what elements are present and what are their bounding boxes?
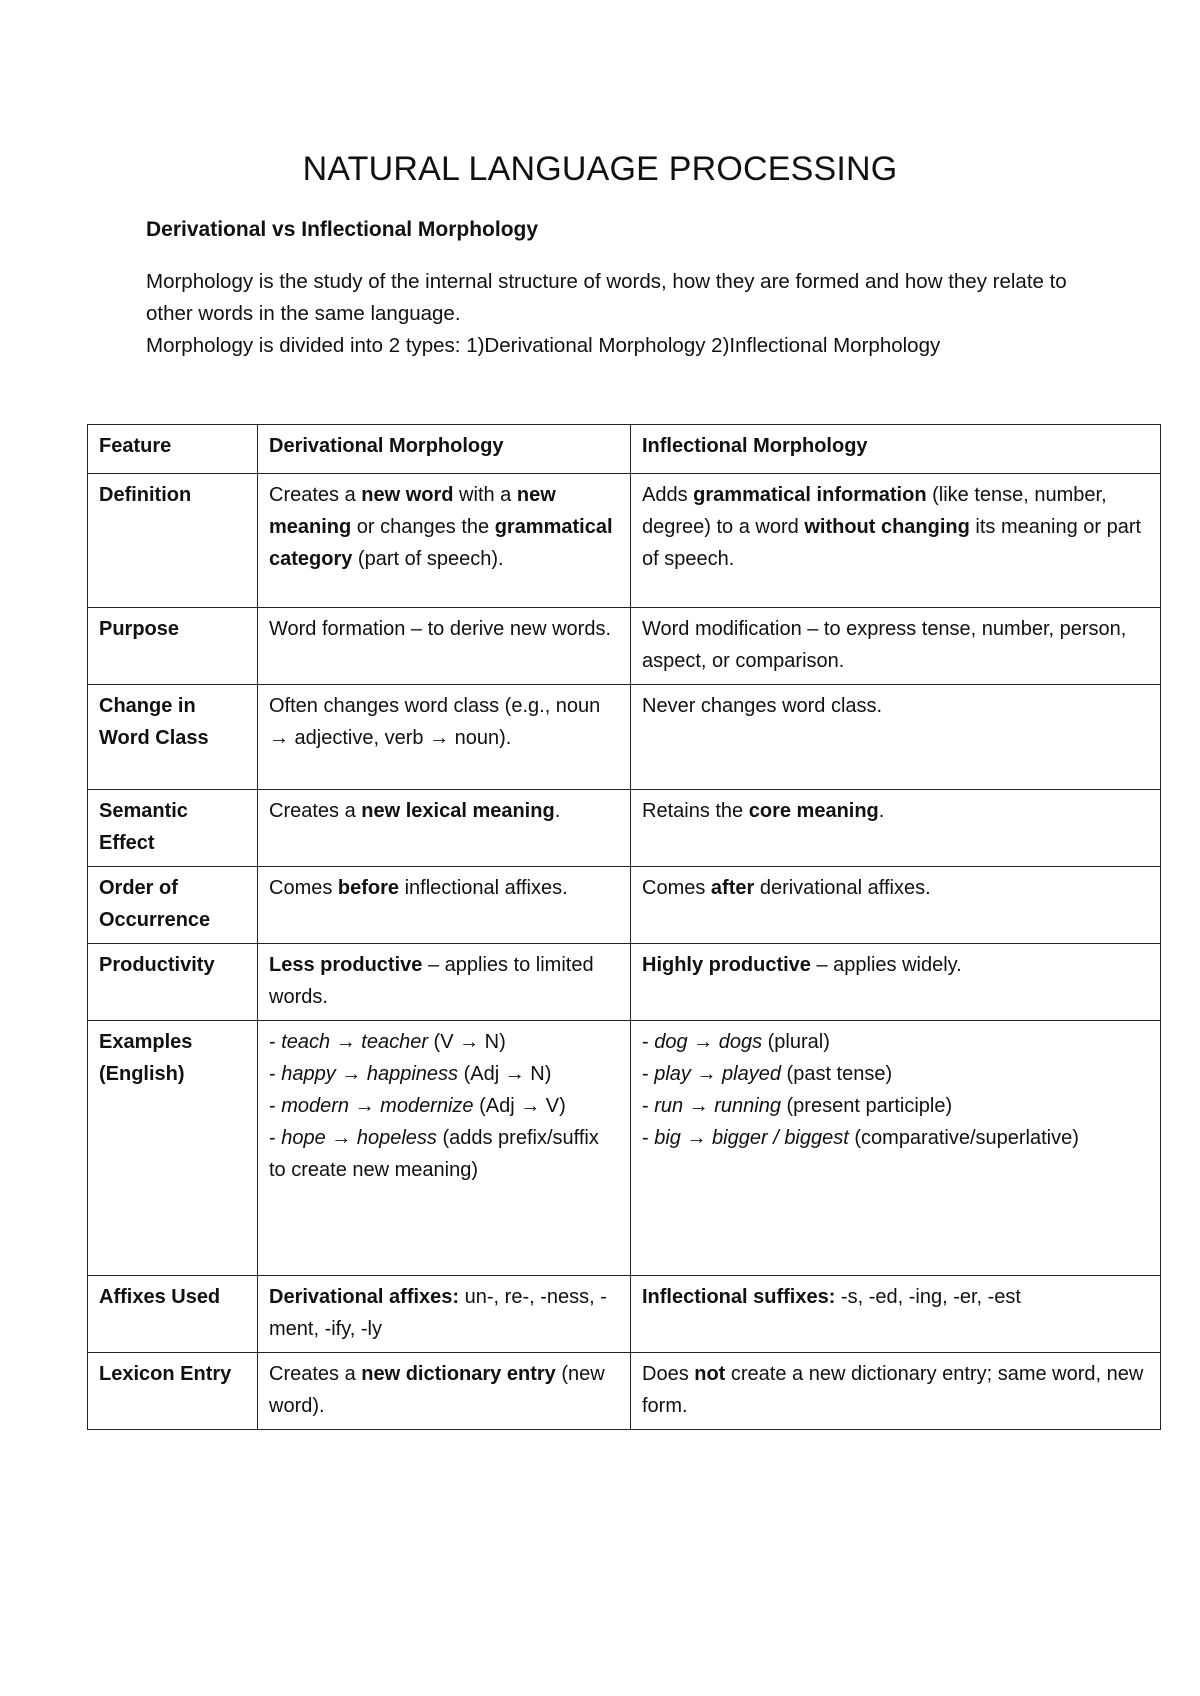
text-run: - bbox=[269, 1063, 282, 1085]
text-run: → bbox=[687, 1031, 719, 1053]
derivational-cell bbox=[258, 685, 631, 790]
text-run: Word formation – to derive new words. bbox=[269, 618, 612, 640]
inflectional-cell bbox=[631, 1353, 1161, 1430]
text-run: Never changes word class. bbox=[642, 695, 883, 717]
example-line bbox=[642, 1122, 1149, 1154]
italic-text: hopeless bbox=[356, 1127, 437, 1149]
feature-cell: Examples (English) bbox=[88, 1021, 258, 1276]
table-row bbox=[88, 474, 1161, 608]
text-run: inflectional affixes. bbox=[399, 877, 568, 899]
italic-text: teach bbox=[281, 1031, 331, 1053]
example-line bbox=[269, 1090, 619, 1122]
text-run: - bbox=[269, 1127, 282, 1149]
table-row bbox=[88, 685, 1161, 790]
feature-cell: Semantic Effect bbox=[88, 790, 258, 867]
bold-text: without changing bbox=[804, 516, 970, 538]
table-row bbox=[88, 790, 1161, 867]
text-run: → bbox=[683, 1095, 715, 1117]
italic-text: run bbox=[654, 1095, 684, 1117]
header-feature: Feature bbox=[88, 425, 258, 474]
derivational-cell bbox=[258, 867, 631, 944]
text-run: with a bbox=[453, 484, 517, 506]
text-run: - bbox=[269, 1031, 282, 1053]
table-row bbox=[88, 944, 1161, 1021]
text-run: - bbox=[642, 1063, 655, 1085]
header-derivational: Derivational Morphology bbox=[258, 425, 631, 474]
text-run: Creates a bbox=[269, 1363, 362, 1385]
example-line bbox=[269, 1026, 619, 1058]
text-run: → bbox=[690, 1063, 723, 1085]
italic-text: modern bbox=[281, 1095, 350, 1117]
text-run: → bbox=[325, 1127, 357, 1149]
italic-text: bigger / biggest bbox=[712, 1127, 849, 1149]
text-run: - bbox=[642, 1127, 655, 1149]
text-run: its meaning or part of speech. bbox=[642, 516, 1142, 570]
derivational-cell bbox=[258, 1021, 631, 1276]
text-run: derivational affixes. bbox=[754, 877, 931, 899]
intro-paragraph-1: Morphology is the study of the internal structure of words, how they are formed and how they relate to other words in the same language. bbox=[146, 270, 1067, 325]
feature-cell: Purpose bbox=[88, 608, 258, 685]
italic-text: teacher bbox=[361, 1031, 428, 1053]
text-run: or changes the bbox=[351, 516, 495, 538]
header-inflectional: Inflectional Morphology bbox=[631, 425, 1161, 474]
text-run: create a new dictionary entry; same word, new form. bbox=[642, 1363, 1144, 1417]
example-line bbox=[269, 1058, 619, 1090]
inflectional-cell bbox=[631, 944, 1161, 1021]
text-run: – applies widely. bbox=[810, 954, 962, 976]
text-run: → bbox=[335, 1063, 367, 1085]
bold-text: after bbox=[710, 877, 755, 899]
text-run: Creates a bbox=[269, 484, 362, 506]
italic-text: happiness bbox=[366, 1063, 459, 1085]
text-run: un-, re-, -ness, -ment, -ify, -ly bbox=[269, 1286, 607, 1340]
bold-text: new word bbox=[361, 484, 454, 506]
bold-text: before bbox=[337, 877, 400, 899]
text-run: (V → N) bbox=[428, 1031, 506, 1053]
feature-cell: Productivity bbox=[88, 944, 258, 1021]
bold-text: new lexical meaning bbox=[361, 800, 555, 822]
text-run: Comes bbox=[269, 877, 338, 899]
intro-paragraph-2: Morphology is divided into 2 types: 1)Derivational Morphology 2)Inflectional Morphology bbox=[146, 334, 941, 357]
intro-text bbox=[146, 266, 1076, 362]
text-run: (Adj → N) bbox=[458, 1063, 552, 1085]
bold-text: Derivational affixes: bbox=[269, 1286, 460, 1308]
italic-text: happy bbox=[281, 1063, 336, 1085]
text-run: . bbox=[554, 800, 561, 822]
text-run: (plural) bbox=[762, 1031, 830, 1053]
text-run: -s, -ed, -ing, -er, -est bbox=[835, 1286, 1021, 1308]
feature-cell: Change in Word Class bbox=[88, 685, 258, 790]
bold-text: Less productive bbox=[269, 954, 423, 976]
derivational-cell bbox=[258, 608, 631, 685]
derivational-cell bbox=[258, 790, 631, 867]
feature-cell: Lexicon Entry bbox=[88, 1353, 258, 1430]
text-run: (adds prefix/suffix to create new meaning) bbox=[269, 1127, 599, 1181]
derivational-cell bbox=[258, 1353, 631, 1430]
text-run: Often changes word class (e.g., noun → adjective, verb → noun). bbox=[269, 695, 601, 749]
table-row bbox=[88, 1353, 1161, 1430]
italic-text: dogs bbox=[718, 1031, 763, 1053]
text-run: – applies to limited words. bbox=[269, 954, 594, 1008]
example-line bbox=[642, 1058, 1149, 1090]
table-row bbox=[88, 1021, 1161, 1276]
bold-text: grammatical category bbox=[269, 516, 613, 570]
text-run: - bbox=[269, 1095, 282, 1117]
text-run: Comes bbox=[642, 877, 711, 899]
text-run: Retains the bbox=[642, 800, 749, 822]
text-run: → bbox=[680, 1127, 713, 1149]
bold-text: Highly productive bbox=[642, 954, 811, 976]
bold-text: new dictionary entry bbox=[361, 1363, 556, 1385]
text-run: (past tense) bbox=[780, 1063, 893, 1085]
example-line bbox=[642, 1090, 1149, 1122]
text-run: . bbox=[878, 800, 885, 822]
table-row bbox=[88, 1276, 1161, 1353]
derivational-cell bbox=[258, 474, 631, 608]
bold-text: new meaning bbox=[269, 484, 556, 538]
text-run: (new word). bbox=[269, 1363, 605, 1417]
italic-text: modernize bbox=[380, 1095, 474, 1117]
section-subtitle: Derivational vs Inflectional Morphology bbox=[146, 218, 539, 241]
inflectional-cell bbox=[631, 1276, 1161, 1353]
text-run: Creates a bbox=[269, 800, 362, 822]
feature-cell: Affixes Used bbox=[88, 1276, 258, 1353]
morphology-comparison-table bbox=[87, 424, 1161, 1430]
bold-text: grammatical information bbox=[693, 484, 927, 506]
italic-text: hope bbox=[281, 1127, 326, 1149]
bold-text: core meaning bbox=[748, 800, 879, 822]
derivational-cell bbox=[258, 944, 631, 1021]
text-run: (Adj → V) bbox=[473, 1095, 566, 1117]
italic-text: play bbox=[654, 1063, 691, 1085]
text-run: Adds bbox=[642, 484, 694, 506]
bold-text: Inflectional suffixes: bbox=[642, 1286, 836, 1308]
italic-text: running bbox=[714, 1095, 781, 1117]
text-run: (like tense, number, degree) to a word bbox=[642, 484, 1107, 538]
text-run: - bbox=[642, 1095, 655, 1117]
text-run: Does bbox=[642, 1363, 695, 1385]
table-row bbox=[88, 608, 1161, 685]
text-run: → bbox=[349, 1095, 381, 1117]
inflectional-cell bbox=[631, 608, 1161, 685]
text-run: Word modification – to express tense, number, person, aspect, or comparison. bbox=[642, 618, 1127, 672]
text-run: (comparative/superlative) bbox=[848, 1127, 1079, 1149]
inflectional-cell bbox=[631, 685, 1161, 790]
example-line bbox=[642, 1026, 1149, 1058]
text-run: - bbox=[642, 1031, 655, 1053]
table-header-row bbox=[88, 425, 1161, 474]
inflectional-cell bbox=[631, 790, 1161, 867]
text-run: (present participle) bbox=[780, 1095, 953, 1117]
inflectional-cell bbox=[631, 867, 1161, 944]
example-line bbox=[269, 1122, 619, 1186]
feature-cell: Order of Occurrence bbox=[88, 867, 258, 944]
text-run: (part of speech). bbox=[352, 548, 504, 570]
feature-cell: Definition bbox=[88, 474, 258, 608]
inflectional-cell bbox=[631, 474, 1161, 608]
document-title: NATURAL LANGUAGE PROCESSING bbox=[302, 150, 898, 188]
bold-text: not bbox=[694, 1363, 726, 1385]
italic-text: dog bbox=[654, 1031, 688, 1053]
table-row bbox=[88, 867, 1161, 944]
italic-text: played bbox=[722, 1063, 781, 1085]
derivational-cell bbox=[258, 1276, 631, 1353]
italic-text: big bbox=[654, 1127, 681, 1149]
inflectional-cell bbox=[631, 1021, 1161, 1276]
text-run: → bbox=[330, 1031, 362, 1053]
